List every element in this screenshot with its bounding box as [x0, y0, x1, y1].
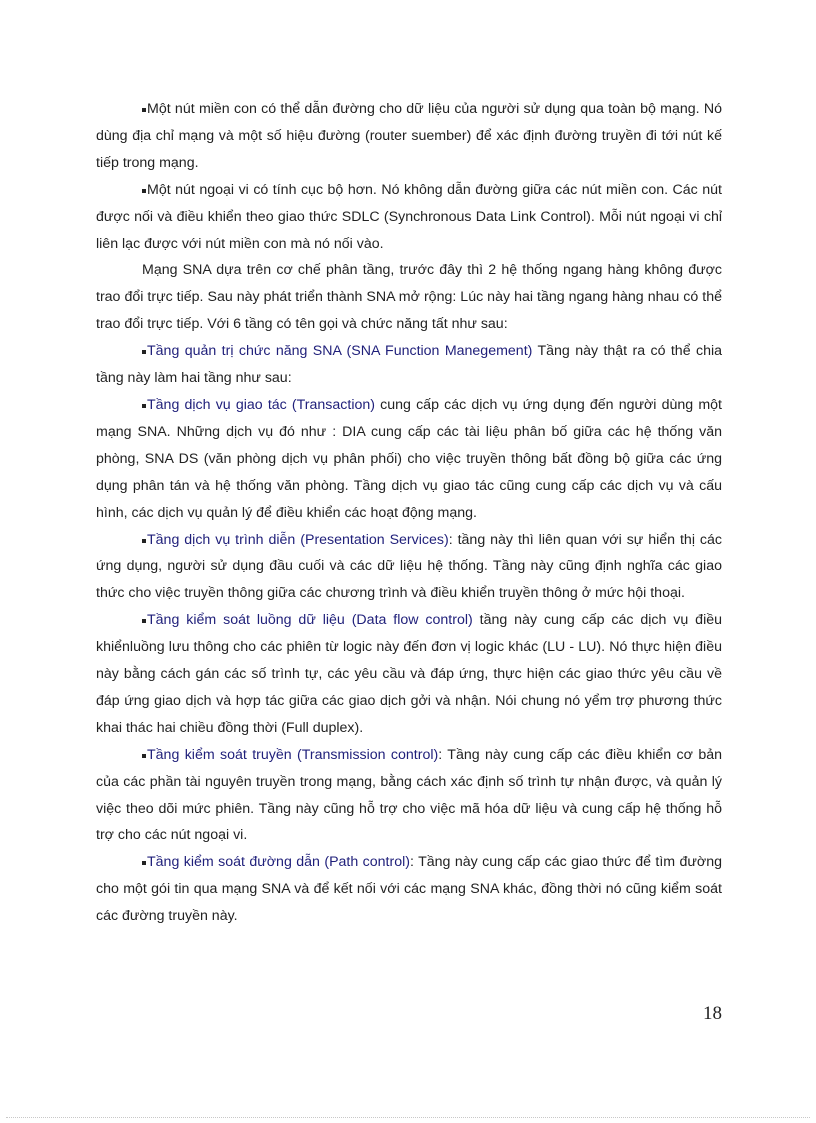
- body-text: [96, 96, 722, 930]
- bullet-icon: [142, 404, 146, 408]
- paragraph-peripheral-node: [96, 177, 722, 258]
- page-number: 18: [703, 1003, 722, 1024]
- paragraph-transaction-services: [96, 392, 722, 527]
- term-heading: Tầng kiểm soát truyền (Transmission control): [147, 746, 439, 763]
- term-heading: Tầng kiểm soát đường dẫn (Path control): [147, 854, 410, 871]
- bullet-icon: [142, 350, 146, 354]
- paragraph-text: : Tầng này cung cấp các giao thức để tìm đường cho một gói tin qua mạng SNA và để kết nối với các mạng SNA khác, đồng thời nó cũng kiểm soát các đường truyền này.: [96, 854, 723, 925]
- bullet-icon: [142, 754, 146, 758]
- bullet-icon: [142, 539, 146, 543]
- paragraph-text: tầng này cung cấp các dịch vụ điều khiểnluồng lưu thông cho các phiên từ logic này đến đơn vị logic khác (LU - LU). Nó thực hiện điều này bằng cách gán các số trình tự, các yêu cầu và đáp ứng, thực hiện các giao thức yêu cầu về đáp ứng giao dịch và hợp tác giữa các giao dịch gởi và nhận. Nói chung nó yểm trợ phương thức khai thác hai chiều đồng thời (Full duplex).: [96, 612, 723, 736]
- paragraph-subarea-node: [96, 96, 722, 177]
- paragraph-text: : Tầng này cung cấp các điều khiển cơ bản của các phần tài nguyên truyền trong mạng, bằng cách xác định số trình tự nhận được, và quản lý việc theo dõi mức phiên. Tầng này cũng hỗ trợ cho việc mã hóa dữ liệu và cung cấp hệ thống hỗ trợ cho các nút ngoại vi.: [96, 746, 722, 844]
- page-bottom-divider: [6, 1117, 810, 1118]
- paragraph-text: Tầng này thật ra có thể chia tầng này làm hai tầng như sau:: [96, 343, 722, 387]
- term-heading: Tầng dịch vụ giao tác (Transaction): [147, 396, 375, 413]
- paragraph-text: Một nút ngoại vi có tính cục bộ hơn. Nó không dẫn đường giữa các nút miền con. Các nút được nối và điều khiển theo giao thức SDLC (Synchronous Data Link Control). Mỗi nút ngoại vi chỉ liên lạc được với nút miền con mà nó nối vào.: [96, 181, 722, 252]
- term-heading: Tầng quản trị chức năng SNA (SNA Function Manegement): [147, 343, 533, 360]
- bullet-icon: [142, 108, 146, 112]
- term-heading: Tầng kiểm soát luồng dữ liệu (Data flow control): [147, 612, 473, 629]
- paragraph-data-flow-control: [96, 607, 722, 742]
- paragraph-function-management: [96, 338, 722, 392]
- paragraph-text: Mạng SNA dựa trên cơ chế phân tầng, trước đây thì 2 hệ thống ngang hàng không được trao đổi trực tiếp. Sau này phát triển thành SNA mở rộng: Lúc này hai tầng ngang hàng nhau có thể trao đổi trực tiếp. Với 6 tầng có tên gọi và chức năng tất như sau:: [96, 262, 722, 333]
- bullet-icon: [142, 619, 146, 623]
- term-heading: Tầng dịch vụ trình diễn (Presentation Services): [147, 531, 449, 548]
- bullet-icon: [142, 189, 146, 193]
- paragraph-transmission-control: [96, 742, 722, 850]
- paragraph-presentation-services: [96, 527, 722, 608]
- paragraph-path-control: [96, 849, 722, 930]
- paragraph-sna-layering: [96, 257, 722, 338]
- paragraph-text: : tầng này thì liên quan với sự hiển thị các ứng dụng, người sử dụng đầu cuối và các dữ liệu hệ thống. Tầng này cũng định nghĩa các giao thức cho việc truyền thông giữa các chương trình và điều khiển truyền thông ở mức hội thoại.: [96, 531, 722, 602]
- bullet-icon: [142, 861, 146, 865]
- paragraph-text: cung cấp các dịch vụ ứng dụng đến người dùng một mạng SNA. Những dịch vụ đó như : DIA cung cấp các tài liệu phân bố giữa các hệ thống văn phòng, SNA DS (văn phòng dịch vụ phân phối) cho việc truyền thông bất đồng bộ giữa các ứng dụng phân tán và hệ thống văn phòng. Tầng dịch vụ giao tác cũng cung cấp các dịch vụ và cấu hình, các dịch vụ quản lý để điều khiển các hoạt động mạng.: [96, 396, 722, 521]
- paragraph-text: Một nút miền con có thể dẫn đường cho dữ liệu của người sử dụng qua toàn bộ mạng. Nó dùng địa chỉ mạng và một số hiệu đường (router suember) để xác định đường truyền đi tới nút kế tiếp trong mạng.: [96, 101, 722, 171]
